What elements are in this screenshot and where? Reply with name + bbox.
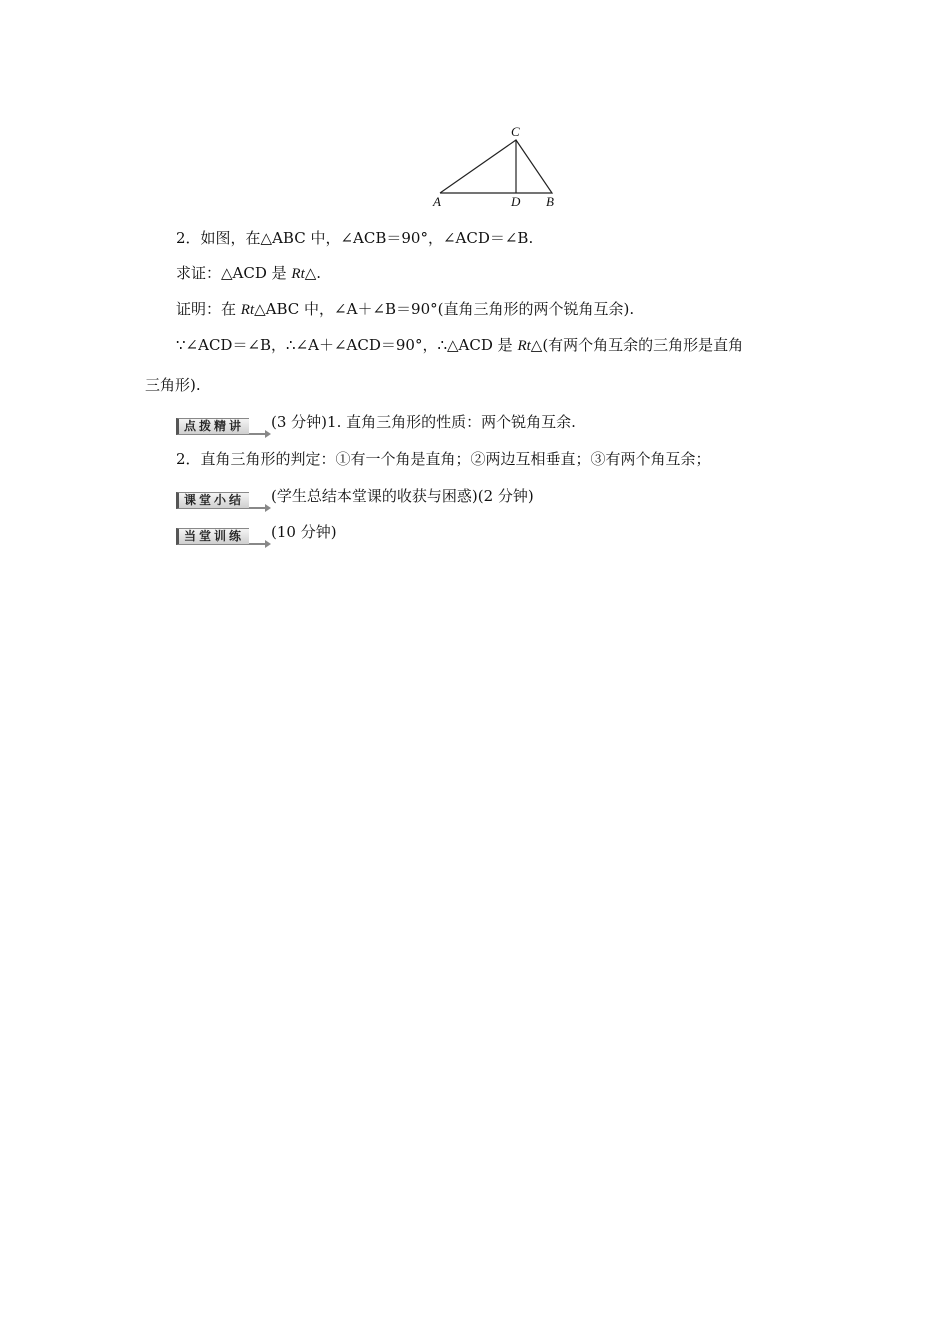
label-b: B	[546, 194, 554, 209]
problem-line-4-post: △(有两个角互余的三角形是直角	[530, 336, 744, 354]
arrow-icon	[249, 543, 269, 545]
problem-line-2-pre: 求证：△ACD 是	[176, 264, 292, 282]
label-a: A	[433, 194, 441, 209]
section-dianbo	[176, 412, 576, 432]
ketang-tag-label: 课堂小结	[176, 492, 249, 509]
dianbo-tag-label: 点拨精讲	[176, 418, 249, 435]
problem-line-2	[176, 263, 321, 284]
ketang-text: (学生总结本堂课的收获与困惑)(2 分钟)	[271, 487, 534, 505]
problem-line-3-rt: Rt	[240, 302, 255, 318]
dangtang-tag	[176, 525, 269, 541]
arrow-icon	[249, 507, 269, 509]
section-ketang	[176, 486, 534, 506]
problem-line-3-pre: 证明：在	[176, 300, 241, 318]
triangle-diagram	[420, 122, 570, 212]
section-dangtang	[176, 522, 337, 542]
problem-line-4-pre: ∵∠ACD＝∠B，∴∠A＋∠ACD＝90°，∴△ACD 是	[176, 336, 518, 354]
ketang-tag	[176, 489, 269, 505]
label-c: C	[511, 124, 520, 139]
problem-line-4-rt: Rt	[517, 338, 531, 354]
dianbo-tag	[176, 415, 269, 431]
problem-line-5: 三角形).	[145, 376, 201, 394]
problem-line-3	[176, 299, 634, 320]
triangle-abc	[440, 140, 552, 193]
dangtang-tag-label: 当堂训练	[176, 528, 249, 545]
problem-line-2-rt: Rt	[291, 266, 305, 282]
problem-line-2-post: △.	[304, 264, 322, 282]
label-d: D	[511, 194, 521, 209]
problem-line-1: 2．如图，在△ABC 中，∠ACB＝90°，∠ACD＝∠B.	[176, 229, 534, 247]
dianbo-text: (3 分钟)1. 直角三角形的性质：两个锐角互余.	[271, 413, 576, 431]
section-dianbo-line-2: 2．直角三角形的判定：①有一个角是直角；②两边互相垂直；③有两个角互余；	[176, 450, 711, 468]
arrow-icon	[249, 433, 269, 435]
triangle-figure	[420, 122, 570, 212]
problem-line-3-post: △ABC 中，∠A＋∠B＝90°(直角三角形的两个锐角互余).	[254, 300, 635, 318]
problem-line-4	[176, 335, 743, 356]
dangtang-text: (10 分钟)	[271, 523, 337, 541]
